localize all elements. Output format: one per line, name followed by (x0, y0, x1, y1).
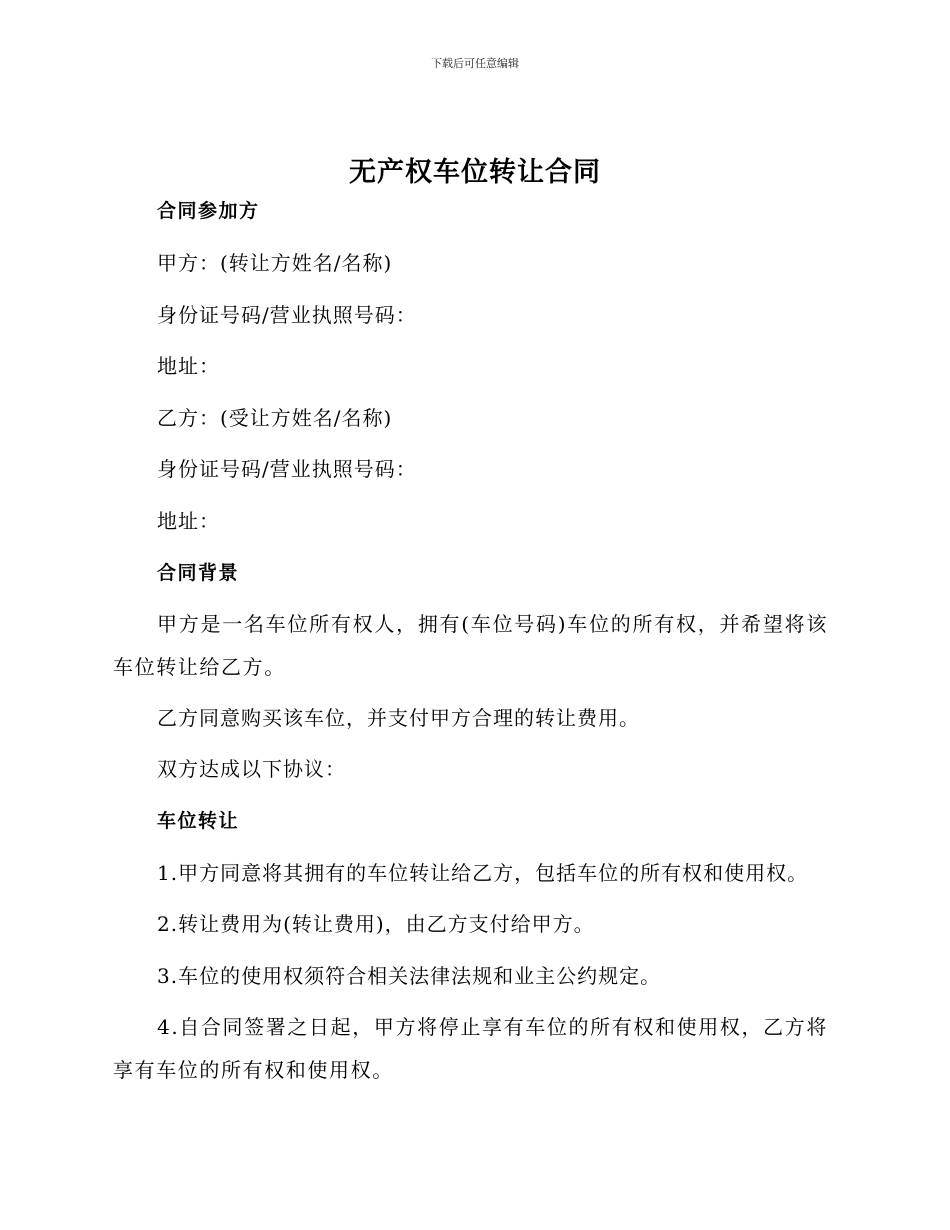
section-heading-transfer: 车位转让 (157, 810, 240, 832)
background-paragraph-3: 双方达成以下协议： (157, 757, 346, 781)
section-heading-background: 合同背景 (157, 562, 240, 584)
transfer-item-2: 2.转让费用为(转让费用)，由乙方支付给甲方。 (157, 912, 595, 936)
party-a-line: 甲方：(转让方姓名/名称) (157, 251, 393, 275)
party-b-line: 乙方：(受让方姓名/名称) (157, 406, 393, 430)
document-title: 无产权车位转让合同 (349, 157, 601, 188)
section-heading-parties: 合同参加方 (157, 200, 260, 222)
party-b-address-line: 地址： (157, 509, 220, 533)
party-a-id-line: 身份证号码/营业执照号码： (157, 303, 417, 327)
header-note: 下载后可任意编辑 (431, 57, 519, 70)
party-b-id-line: 身份证号码/营业执照号码： (157, 457, 417, 481)
transfer-item-1: 1.甲方同意将其拥有的车位转让给乙方，包括车位的所有权和使用权。 (157, 861, 809, 885)
party-a-address-line: 地址： (157, 354, 220, 378)
transfer-item-4: 4.自合同签署之日起，甲方将停止享有车位的所有权和使用权，乙方将享有车位的所有权和使用权。 (113, 1015, 828, 1082)
background-paragraph-1: 甲方是一名车位所有权人，拥有(车位号码)车位的所有权，并希望将该车位转让给乙方。 (113, 612, 828, 679)
background-paragraph-2: 乙方同意购买该车位，并支付甲方合理的转让费用。 (157, 706, 640, 730)
transfer-item-3: 3.车位的使用权须符合相关法律法规和业主公约规定。 (157, 964, 662, 988)
